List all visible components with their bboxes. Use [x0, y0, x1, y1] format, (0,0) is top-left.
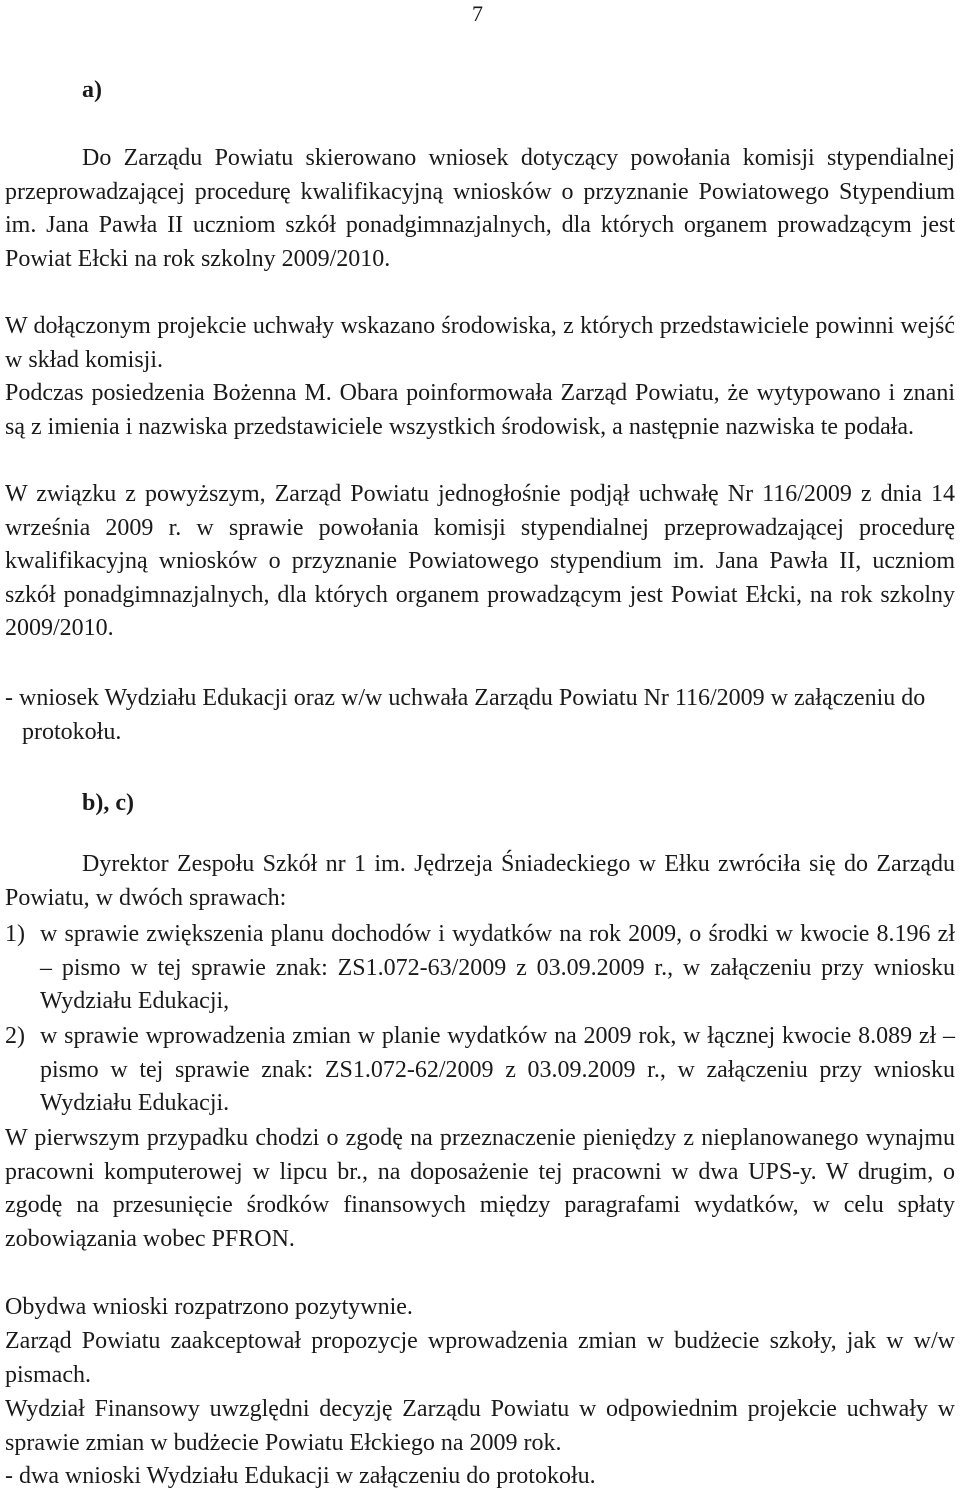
section-a-paragraph-4: W związku z powyższym, Zarząd Powiatu jednogłośnie podjął uchwałę Nr 116/2009 z dnia 14 września 2009 r. w sprawie powołania komisji stypendialnej przeprowadzającej procedurę kwalifikacyjną wniosków o przyznanie Powiatowego stypendium im. Jana Pawła II, uczniom szkół ponadgimnazjalnych, dla których organem prowadzącym jest Powiat Ełcki, na rok szkolny 2009/2010.	[5, 481, 955, 642]
section-a-heading: a)	[82, 77, 102, 103]
section-a-paragraph-3: Podczas posiedzenia Bożenna M. Obara poinformowała Zarząd Powiatu, że wytypowano i znani są z imienia i nazwiska przedstawiciele wszystkich środowisk, a następnie nazwiska te podała.	[5, 380, 955, 440]
section-a-paragraph-2: W dołączonym projekcie uchwały wskazano środowiska, z których przedstawiciele powinni wejść w skład komisji.	[5, 313, 955, 373]
page-number: 7	[472, 1, 483, 26]
section-bc-attachment-note: - dwa wnioski Wydziału Edukacji w załączeniu do protokołu.	[5, 1463, 596, 1489]
list-item	[5, 1020, 955, 1121]
section-a-paragraph-1: Do Zarządu Powiatu skierowano wniosek dotyczący powołania komisji stypendialnej przeprowadzającej procedurę kwalifikacyjną wniosków o przyznanie Powiatowego Stypendium im. Jana Pawła II uczniom szkół ponadgimnazjalnych, dla których organem prowadzącym jest Powiat Ełcki na rok szkolny 2009/2010.	[5, 145, 955, 272]
list-item	[5, 918, 955, 1019]
section-bc-paragraph-3: Obydwa wnioski rozpatrzono pozytywnie.	[5, 1294, 413, 1320]
section-a-attachment-note: - wniosek Wydziału Edukacji oraz w/w uchwała Zarządu Powiatu Nr 116/2009 w załączeniu do protokołu.	[5, 685, 926, 745]
list-item-marker: 2)	[5, 1023, 25, 1049]
section-bc-paragraph-2: W pierwszym przypadku chodzi o zgodę na przeznaczenie pieniędzy z nieplanowanego wynajmu pracowni komputerowej w lipcu br., na doposażenie tej pracowni w dwa UPS-y. W drugim, o zgodę na przesunięcie środków finansowych między paragrafami wydatków, w celu spłaty zobowiązania wobec PFRON.	[5, 1125, 955, 1252]
list-item-marker: 1)	[5, 921, 25, 947]
list-item-text: w sprawie zwiększenia planu dochodów i wydatków na rok 2009, o środki w kwocie 8.196 zł – pismo w tej sprawie znak: ZS1.072-63/2009 z 03.09.2009 r., w załączeniu przy wniosku Wydziału Edukacji,	[40, 921, 955, 1015]
section-bc-paragraph-4: Zarząd Powiatu zaakceptował propozycje wprowadzenia zmian w budżecie szkoły, jak w w/w pismach.	[5, 1328, 955, 1388]
section-bc-paragraph-5: Wydział Finansowy uwzględni decyzję Zarządu Powiatu w odpowiednim projekcie uchwały w sprawie zmian w budżecie Powiatu Ełckiego na 2009 rok.	[5, 1396, 955, 1456]
section-bc-paragraph-1: Dyrektor Zespołu Szkół nr 1 im. Jędrzeja Śniadeckiego w Ełku zwróciła się do Zarządu Powiatu, w dwóch sprawach:	[5, 851, 955, 911]
section-bc-heading: b), c)	[82, 790, 134, 816]
list-item-text: w sprawie wprowadzenia zmian w planie wydatków na 2009 rok, w łącznej kwocie 8.089 zł – pismo w tej sprawie znak: ZS1.072-62/2009 z 03.09.2009 r., w załączeniu przy wniosku Wydziału Edukacji.	[40, 1023, 955, 1117]
